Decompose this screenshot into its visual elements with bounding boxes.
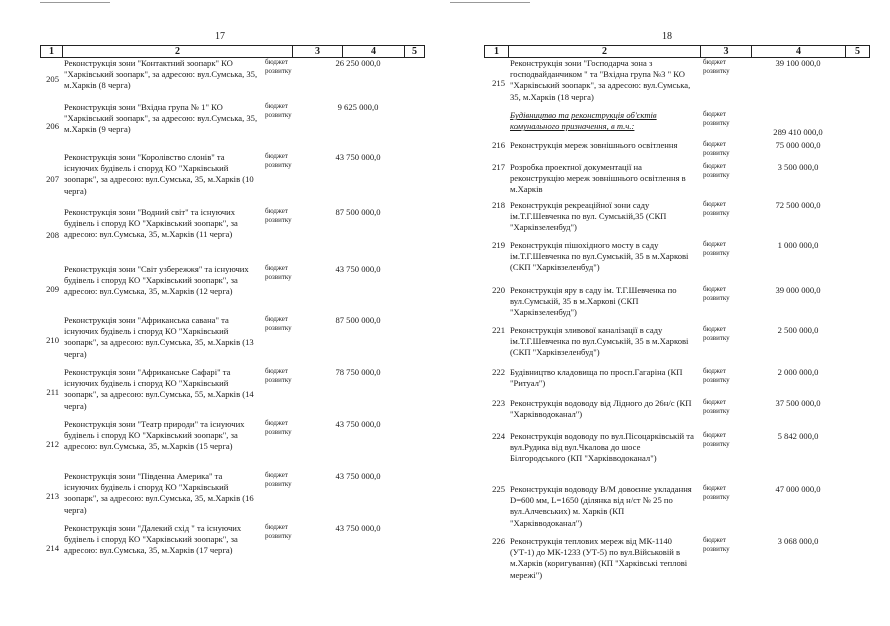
amount: 43 750 000,0	[335, 419, 381, 429]
amount: 43 750 000,0	[335, 264, 381, 274]
amount: 75 000 000,0	[775, 140, 821, 150]
row-description: Реконструкція зони "Вхідна група № 1" КО "Харківський зоопарк", за адресою: вул.Сумська, 35, м.Харків (9 черга)	[64, 102, 258, 135]
funding-source: бюджет розвитку	[703, 431, 730, 448]
row-description: Реконструкція зони "Королівство слонів" та існуючих будівель і споруд КО "Харківський зоопарк", за адресою: вул.Сумська, 35, м.Харків (10 черга)	[64, 152, 254, 196]
funding-source: бюджет розвитку	[265, 102, 292, 119]
row-description: Будівництво кладовища по просп.Гагаріна (КП "Ритуал")	[510, 367, 683, 389]
amount: 43 750 000,0	[335, 471, 381, 481]
amount: 43 750 000,0	[335, 152, 381, 162]
col-header: 2	[509, 46, 701, 58]
top-scan-line	[450, 2, 530, 3]
amount: 3 068 000,0	[777, 536, 819, 546]
funding-source: бюджет розвитку	[703, 325, 730, 342]
funding-source: бюджет розвитку	[703, 140, 730, 157]
row-number: 223	[492, 398, 505, 408]
row-description: Реконструкція зони "Африканське Сафарі" та існуючих будівель і споруд КО "Харківський зоопарк", за адресою: вул.Сумська, 55, м.Харків (14 черга)	[64, 367, 254, 411]
amount: 78 750 000,0	[335, 367, 381, 377]
row-number: 211	[46, 387, 59, 398]
row-number: 226	[492, 536, 505, 546]
row-number: 220	[492, 285, 505, 295]
row-number: 212	[46, 439, 59, 450]
amount: 39 000 000,0	[775, 285, 821, 295]
funding-source: бюджет розвитку	[703, 285, 730, 302]
col-header: 5	[405, 46, 425, 58]
row-description: Реконструкція зони "Контактний зоопарк" КО "Харківський зоопарк", за адресою: вул.Сумська, 35, м.Харків (8 черга)	[64, 58, 258, 91]
funding-source: бюджет розвитку	[265, 315, 292, 332]
funding-source: бюджет розвитку	[703, 200, 730, 217]
row-description: Реконструкція мереж зовнішнього освітлення	[510, 140, 678, 150]
left-table	[40, 58, 424, 575]
right-table-header	[484, 45, 870, 58]
col-header: 3	[293, 46, 343, 58]
funding-source: бюджет розвитку	[703, 398, 730, 415]
funding-source: бюджет розвитку	[703, 58, 730, 75]
amount: 39 100 000,0	[775, 58, 821, 68]
amount: 2 000 000,0	[777, 367, 819, 377]
row-description: Розробка проектної документації на реконструкцію мереж зовнішнього освітлення в м.Харків	[510, 162, 686, 195]
row-number: 215	[492, 78, 505, 89]
row-description: Реконструкція водоводу від Лідного до 26н/с (КП "Харківводоканал")	[510, 398, 692, 420]
row-number: 222	[492, 367, 505, 377]
funding-source: бюджет розвитку	[265, 152, 292, 169]
top-scan-line	[40, 2, 110, 3]
row-description: Реконструкція зони "Африканська савана" та існуючих будівель і споруд КО "Харківський зоопарк", за адресою: вул.Сумська, 35, м.Харків (13 черга)	[64, 315, 254, 359]
funding-source: бюджет розвитку	[703, 536, 730, 553]
row-description: Реконструкція водоводу В/М довоєнне укладання D=600 мм, L=1650 (ділянка від н/ст № 25 по вул.Алчевських) м. Харків (КП "Харківводоканал")	[510, 484, 692, 528]
row-number: 209	[46, 283, 59, 294]
row-number: 206	[46, 121, 59, 132]
row-number: 216	[492, 140, 505, 150]
amount: 47 000 000,0	[775, 484, 821, 494]
row-number: 207	[46, 173, 59, 184]
funding-source: бюджет розвитку	[265, 419, 292, 436]
row-number: 208	[46, 229, 59, 240]
funding-source: бюджет розвитку	[265, 471, 292, 488]
amount: 2 500 000,0	[777, 325, 819, 335]
funding-source: бюджет розвитку	[703, 367, 730, 384]
row-description: Реконструкція теплових мереж від МК-1140 (УТ-1) до МК-1233 (УТ-5) по вул.Військовій в м.Харків (коригування) (КП "Харківські теплові мережі")	[510, 536, 688, 580]
col-header: 2	[63, 46, 293, 58]
amount: 5 842 000,0	[777, 431, 819, 441]
col-header: 4	[752, 46, 846, 58]
row-description: Реконструкція зони "Водний світ" та існуючих будівель і споруд КО "Харківський зоопарк", за адресою: вул.Сумська, 35, м.Харків (11 черга)	[64, 207, 238, 240]
funding-source: бюджет розвитку	[265, 367, 292, 384]
amount: 43 750 000,0	[335, 523, 381, 533]
row-number: 219	[492, 240, 505, 250]
right-table	[484, 58, 869, 592]
row-description: Реконструкція пішохідного мосту в саду ім.Т.Г.Шевченка по вул.Сумській, 35 в м.Харкові (СКП "Харківзеленбуд")	[510, 240, 689, 273]
amount: 3 500 000,0	[777, 162, 819, 172]
row-description: Реконструкція зони "Далекий схід " та існуючих будівель і споруд КО "Харківський зоопарк", за адресою: вул.Сумська, 35, м.Харків (17 черга)	[64, 523, 242, 556]
funding-source: бюджет розвитку	[265, 207, 292, 224]
row-number: 217	[492, 162, 505, 172]
col-header: 1	[41, 46, 63, 58]
row-description: Реконструкція зони "Світ узбережжя" та існуючих будівель і споруд КО "Харківський зоопарк", за адресою: вул.Сумська, 35, м.Харків (12 черга)	[64, 264, 249, 297]
funding-source: бюджет розвитку	[703, 240, 730, 257]
row-description: Реконструкція зливової каналізації в саду ім.Т.Г.Шевченка по вул.Сумській, 35 в м.Харкові (СКП "Харківзеленбуд")	[510, 325, 689, 358]
amount: 1 000 000,0	[777, 240, 819, 250]
row-description: Реконструкція рекреаційної зони саду ім.Т.Г.Шевченка по вул. Сумській,35 (СКП "Харківзеленбуд")	[510, 200, 667, 233]
funding-source: бюджет розвитку	[265, 523, 292, 540]
row-description: Реконструкція яру в саду ім. Т.Г.Шевченка по вул.Сумській, 35 в м.Харкові (СКП "Харківзеленбуд")	[510, 285, 677, 318]
funding-source: бюджет розвитку	[703, 484, 730, 501]
row-number: 213	[46, 491, 59, 502]
row-number: 205	[46, 74, 59, 85]
col-header: 1	[485, 46, 509, 58]
row-number: 224	[492, 431, 505, 441]
funding-source: бюджет розвитку	[703, 162, 730, 179]
amount: 9 625 000,0	[337, 102, 379, 112]
row-number: 214	[46, 543, 59, 554]
funding-source: бюджет розвитку	[703, 110, 730, 127]
row-description: Реконструкція водоводу по вул.Пісоцарківській та вул.Рудика від вул.Чкалова до шосе Білгородського (КП "Харківводоканал")	[510, 431, 694, 464]
row-number: 218	[492, 200, 505, 210]
row-number: 221	[492, 325, 505, 335]
page-number-right: 18	[662, 31, 672, 42]
funding-source: бюджет розвитку	[265, 58, 292, 75]
funding-source: бюджет розвитку	[265, 264, 292, 281]
row-number: 225	[492, 484, 505, 494]
section-heading: Будівництво та реконструкція об'єктів комунального призначення, в т.ч.:	[510, 110, 657, 132]
row-description: Реконструкція зони "Господарча зона з господвайданчиком " та "Вхідна група №3 " КО "Харківський зоопарк", за адресою: вул.Сумська, 35, м.Харків (18 черга)	[510, 58, 691, 102]
amount: 87 500 000,0	[335, 207, 381, 217]
amount: 26 250 000,0	[335, 58, 381, 68]
row-description: Реконструкція зони "Південна Америка" та існуючих будівель і споруд КО "Харківський зоопарк", за адресою: вул.Сумська, 35, м.Харків (16 черга)	[64, 471, 254, 515]
page-number-left: 17	[215, 31, 225, 42]
row-description: Реконструкція зони "Театр природи" та існуючих будівель і споруд КО "Харківський зоопарк", за адресою: вул.Сумська, 35, м.Харків (15 черга)	[64, 419, 245, 452]
col-header: 3	[701, 46, 752, 58]
amount: 72 500 000,0	[775, 200, 821, 210]
left-table-header	[40, 45, 425, 58]
amount: 87 500 000,0	[335, 315, 381, 325]
row-number: 210	[46, 335, 59, 346]
col-header: 5	[846, 46, 870, 58]
section-amount: 289 410 000,0	[773, 126, 823, 137]
amount: 37 500 000,0	[775, 398, 821, 408]
col-header: 4	[343, 46, 405, 58]
